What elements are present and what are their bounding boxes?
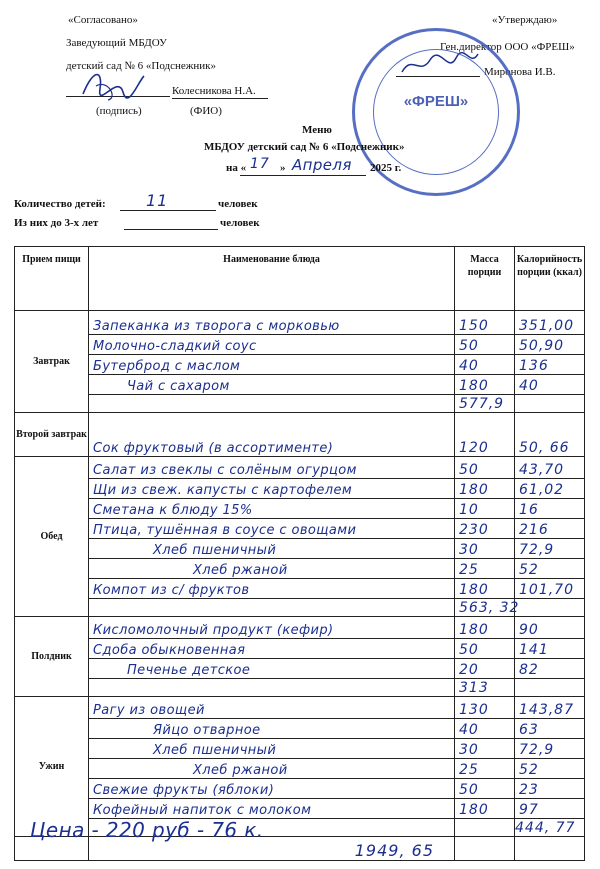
table-row [15,779,585,799]
meal-snack: Полдник [15,617,89,697]
breakfast-total-mass: 577,9 [459,396,505,412]
table-row [15,719,585,739]
dish-calories: 143,87 [519,702,574,718]
dish-name: Запеканка из творога с морковью [93,319,340,334]
dish-mass: 180 [459,582,489,598]
head-position: Заведующий МБДОУ [66,37,167,49]
table-row [15,559,585,579]
title-organization: МБДОУ детский сад № 6 «Подснежник» [204,141,405,153]
date-mid: » [280,162,286,174]
date-month: Апреля [292,156,352,174]
director-position: Ген.директор ООО «ФРЕШ» [440,41,575,53]
name-line [172,98,268,99]
dish-calories: 216 [519,522,549,538]
under3-unit: человек [220,217,260,229]
dish-calories: 52 [519,762,539,778]
dish-mass: 120 [459,440,489,456]
dish-mass: 130 [459,702,489,718]
dish-mass: 30 [459,742,479,758]
menu-table [14,246,585,861]
dish-name: Птица, тушённая в соусе с овощами [93,523,357,538]
dish-calories: 52 [519,562,539,578]
dish-mass: 25 [459,562,479,578]
dish-calories: 141 [519,642,549,658]
table-row [15,639,585,659]
table-row [15,799,585,819]
dish-mass: 180 [459,378,489,394]
table-row [15,519,585,539]
table-row [15,335,585,355]
sign-caption: (подпись) [96,105,142,117]
stamp-center-text: «ФРЕШ» [403,93,469,110]
dish-mass: 50 [459,782,479,798]
dish-name: Салат из свеклы с солёным огурцом [93,463,357,478]
dish-name: Печенье детское [127,663,251,678]
snack-total-mass: 313 [459,680,489,696]
dish-name: Кисломолочный продукт (кефир) [93,623,334,638]
dish-mass: 230 [459,522,489,538]
header-calories: Калорийность порции (ккал) [515,247,585,311]
dish-mass: 50 [459,462,479,478]
dish-calories: 16 [519,502,539,518]
table-row [15,311,585,335]
table-row-total [15,679,585,697]
dish-calories: 351,00 [519,318,574,334]
dish-mass: 20 [459,662,479,678]
under3-label: Из них до 3-х лет [14,217,99,229]
dish-calories: 50,90 [519,338,565,354]
dish-calories: 97 [519,802,539,818]
dish-mass: 50 [459,338,479,354]
header-meal: Прием пищи [15,247,89,311]
header-dish: Наименование блюда [89,247,455,311]
dish-calories: 43,70 [519,462,565,478]
stamp-inner-ring [373,49,499,175]
table-row [15,617,585,639]
dish-name: Кофейный напиток с молоком [93,803,312,818]
dish-calories: 23 [519,782,539,798]
meal-lunch: Обед [15,457,89,617]
dish-name: Хлеб ржаной [193,563,288,578]
dish-name: Чай с сахаром [127,379,230,394]
dish-name: Сдоба обыкновенная [93,643,246,658]
dish-calories: 61,02 [519,482,565,498]
dish-mass: 180 [459,802,489,818]
dish-mass: 180 [459,622,489,638]
children-count-unit: человек [218,198,258,210]
date-prefix: на « [226,162,247,174]
meal-dinner: Ужин [15,697,89,837]
dish-name: Рагу из овощей [93,703,205,718]
approve-label: «Утверждаю» [492,14,558,26]
director-name: Миронова И.В. [484,66,556,78]
dish-calories: 82 [519,662,539,678]
table-row [15,579,585,599]
dish-calories: 136 [519,358,549,374]
head-signature [78,64,148,104]
table-row [15,375,585,395]
dish-mass: 180 [459,482,489,498]
table-row [15,355,585,375]
dish-name: Хлеб пшеничный [153,543,277,558]
dish-calories: 63 [519,722,539,738]
table-row-total [15,395,585,413]
dish-name: Хлеб ржаной [193,763,288,778]
agreed-label: «Согласовано» [68,14,138,26]
dish-name: Щи из свеж. капусты с картофелем [93,483,353,498]
table-row [15,697,585,719]
dish-calories: 90 [519,622,539,638]
table-row [15,539,585,559]
meal-second-breakfast: Второй завтрак [15,413,89,457]
table-row [15,659,585,679]
dish-mass: 40 [459,722,479,738]
price-note: Цена - 220 руб - 76 к. [30,818,264,842]
table-row [15,413,585,457]
dish-calories: 72,9 [519,742,555,758]
under3-line [124,229,218,230]
table-row [15,479,585,499]
dish-mass: 40 [459,358,479,374]
dish-mass: 25 [459,762,479,778]
dish-calories: 40 [519,378,539,394]
date-day: 17 [250,156,270,172]
table-row [15,457,585,479]
header-mass: Масса порции [455,247,515,311]
dish-name: Компот из с/ фруктов [93,583,250,598]
dish-name: Свежие фрукты (яблоки) [93,783,275,798]
children-count-label: Количество детей: [14,198,106,210]
title-menu: Меню [302,124,332,136]
dish-name: Яйцо отварное [153,723,261,738]
dinner-total-calories: 444, 77 [515,820,576,836]
dish-name: Бутерброд с маслом [93,359,241,374]
meal-breakfast: Завтрак [15,311,89,413]
table-row [15,759,585,779]
dish-mass: 150 [459,318,489,334]
head-organization: детский сад № 6 «Подснежник» [66,60,217,72]
dish-name: Хлеб пшеничный [153,743,277,758]
dish-mass: 50 [459,642,479,658]
table-header-row [15,247,585,311]
dish-name: Молочно-сладкий соус [93,339,257,354]
dish-calories: 50, 66 [519,440,570,456]
date-year: 2025 г. [370,162,402,174]
table-row-total [15,599,585,617]
table-row [15,499,585,519]
head-name: Колесникова Н.А. [172,85,256,97]
children-count-value: 11 [146,191,169,210]
dish-calories: 101,70 [519,582,574,598]
dish-name: Сок фруктовый (в ассортименте) [93,441,334,456]
grand-total-value: 1949, 65 [354,841,434,860]
table-row [15,739,585,759]
lunch-total-mass: 563, 32 [459,600,520,616]
dish-mass: 30 [459,542,479,558]
dish-calories: 72,9 [519,542,555,558]
dish-name: Сметана к блюду 15% [93,503,253,518]
date-line [240,175,366,176]
children-count-line [120,210,216,211]
fio-caption: (ФИО) [190,105,222,117]
dish-mass: 10 [459,502,479,518]
